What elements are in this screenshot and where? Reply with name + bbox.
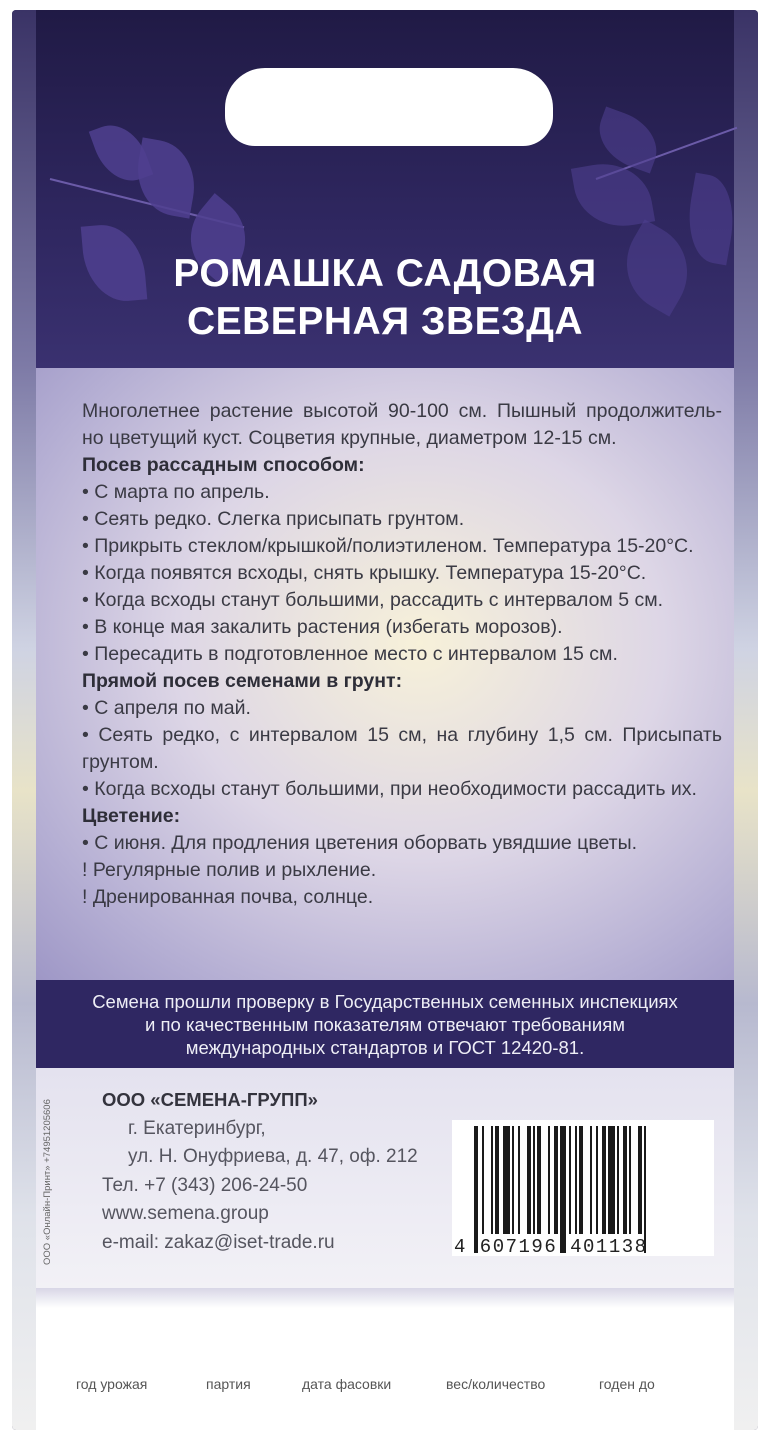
barcode-bar — [629, 1126, 631, 1234]
certification-band — [36, 980, 734, 1068]
label-harvest-year: год урожая — [76, 1376, 148, 1392]
instruction-item: • Прикрыть стеклом/крышкой/полиэтиленом. Температура 15-20°С. — [82, 535, 694, 557]
label-batch: партия — [206, 1376, 251, 1392]
barcode-bars — [474, 1126, 702, 1234]
growing-instructions — [36, 368, 734, 980]
stamp-area-edge — [36, 1288, 734, 1308]
instruction-item: • С марта по апрель. — [82, 481, 270, 503]
company-address: ул. Н. Онуфриева, д. 47, оф. 212 — [128, 1146, 418, 1167]
label-best-before: годен до — [599, 1376, 655, 1392]
barcode-bar — [579, 1126, 583, 1234]
instruction-item: ! Регулярные полив и рыхление. — [82, 859, 377, 881]
barcode-bar — [623, 1126, 627, 1234]
barcode-bar — [644, 1126, 646, 1253]
barcode-bar — [503, 1126, 509, 1234]
instruction-item: • Сеять редко. Слегка присыпать грунтом. — [82, 508, 465, 530]
barcode-bar — [617, 1126, 619, 1234]
barcode — [452, 1120, 714, 1256]
barcode-bar — [575, 1126, 577, 1234]
barcode-bar — [569, 1126, 571, 1234]
barcode-bar — [482, 1126, 484, 1234]
instruction-item: • Когда всходы станут большими, при необходимости рассадить их. — [82, 778, 697, 800]
instruction-item: • Сеять редко, с интервалом 15 см, на глубину 1,5 см. Присыпать — [82, 724, 722, 746]
instruction-item: • С апреля по май. — [82, 697, 251, 719]
barcode-bar — [590, 1126, 592, 1234]
company-email: e-mail: zakaz@iset-trade.ru — [102, 1231, 335, 1253]
barcode-bar — [533, 1126, 535, 1234]
description-line: Многолетнее растение высотой 90-100 см. Пышный продолжитель- — [82, 400, 722, 422]
label-weight-quantity: вес/количество — [446, 1376, 546, 1392]
instruction-item: ! Дренированная почва, солнце. — [82, 886, 374, 908]
side-flower-photo-right — [730, 10, 758, 1430]
company-website: www.semena.group — [102, 1203, 269, 1224]
printer-note — [42, 1253, 53, 1265]
instruction-item: • Когда всходы станут большими, рассадить с интервалом 5 см. — [82, 589, 664, 611]
instruction-item: • Когда появятся всходы, снять крышку. Температура 15-20°С. — [82, 562, 647, 584]
barcode-bar — [554, 1126, 558, 1234]
barcode-number: 4 607196 401138 — [454, 1236, 648, 1258]
certification-line: международных стандартов и ГОСТ 12420-81. — [185, 1037, 585, 1058]
company-city: г. Екатеринбург, — [128, 1117, 266, 1139]
instruction-item: • Пересадить в подготовленное место с интервалом 15 см. — [82, 643, 618, 665]
contact-section — [36, 1068, 734, 1288]
instruction-item: грунтом. — [82, 751, 159, 773]
instruction-item: • В конце мая закалить растения (избегать морозов). — [82, 616, 563, 638]
barcode-bar — [560, 1126, 566, 1253]
barcode-bar — [608, 1126, 614, 1234]
section-heading: Посев рассадным способом: — [82, 454, 365, 476]
barcode-bar — [474, 1126, 478, 1253]
barcode-bar — [537, 1126, 541, 1234]
barcode-bar — [491, 1126, 493, 1234]
description-line: но цветущий куст. Соцветия крупные, диаметром 12-15 см. — [82, 427, 617, 449]
barcode-bar — [548, 1126, 550, 1234]
barcode-bar — [596, 1126, 598, 1234]
section-heading: Прямой посев семенами в грунт: — [82, 670, 403, 692]
section-heading: Цветение: — [82, 805, 181, 827]
instruction-item: • С июня. Для продления цветения оборвать увядшие цветы. — [82, 832, 638, 854]
barcode-bar — [638, 1126, 642, 1234]
seed-packet-back — [12, 10, 758, 1430]
product-title-line2: СЕВЕРНАЯ ЗВЕЗДА — [186, 300, 584, 343]
hang-hole — [225, 68, 553, 146]
barcode-bar — [495, 1126, 499, 1234]
certification-line: и по качественным показателям отвечают требованиям — [145, 1014, 625, 1035]
label-packing-date: дата фасовки — [302, 1376, 392, 1392]
barcode-bar — [518, 1126, 520, 1234]
barcode-bar — [602, 1126, 606, 1234]
product-title-line1: РОМАШКА САДОВАЯ — [173, 252, 597, 295]
certification-line: Семена прошли проверку в Государственных семенных инспекциях — [92, 991, 678, 1012]
company-name: ООО «СЕМЕНА-ГРУПП» — [102, 1089, 318, 1110]
stamp-area — [36, 1288, 734, 1430]
barcode-bar — [512, 1126, 514, 1234]
leaf-decoration — [130, 137, 202, 218]
barcode-bar — [527, 1126, 531, 1234]
company-phone: Тел. +7 (343) 206-24-50 — [102, 1174, 308, 1196]
